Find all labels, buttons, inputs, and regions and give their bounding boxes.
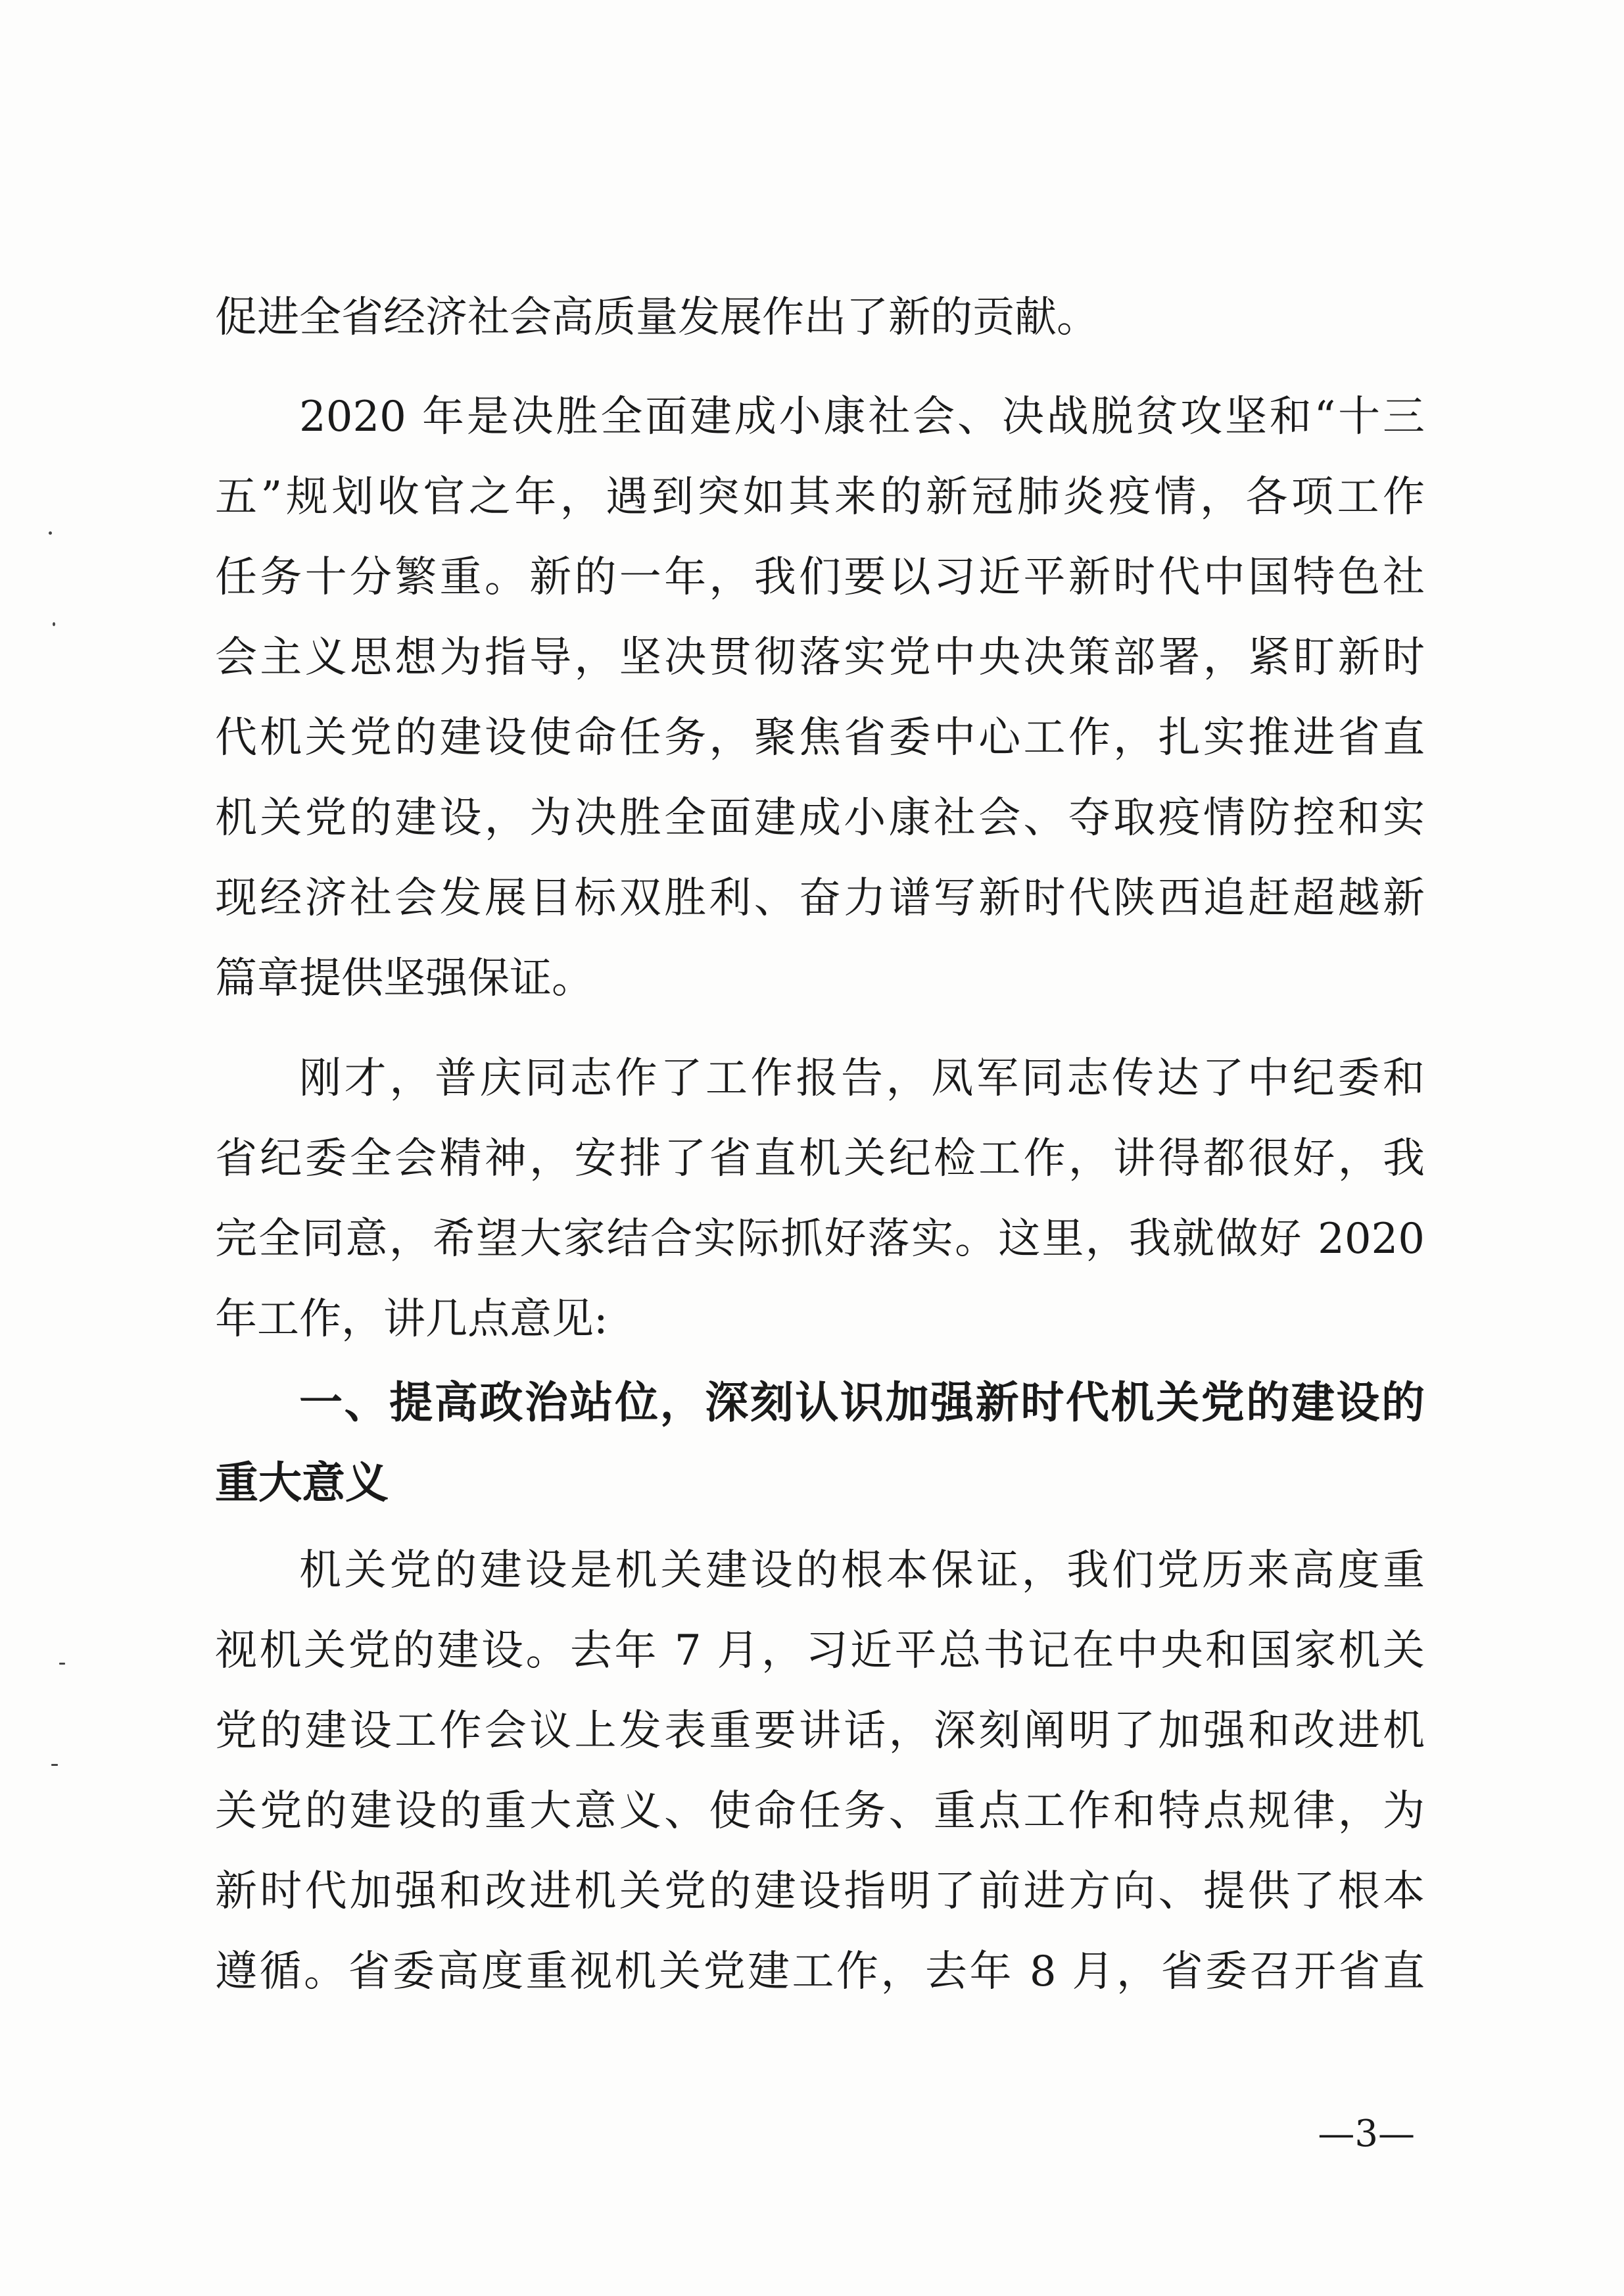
scan-speck <box>51 1764 58 1766</box>
scan-speck <box>49 531 52 535</box>
text-line: 2020 年是决胜全面建成小康社会、决战脱贫攻坚和“十三 <box>299 393 1425 441</box>
text-line: 会主义思想为指导，坚决贯彻落实党中央决策部署，紧盯新时 <box>215 633 1425 682</box>
text-line: 现经济社会发展目标双胜利、奋力谱写新时代陕西追赶超越新 <box>215 874 1425 923</box>
text-line: 党的建设工作会议上发表重要讲话，深刻阐明了加强和改进机 <box>215 1707 1425 1755</box>
text-line: 完全同意，希望大家结合实际抓好落实。这里，我就做好 2020 <box>215 1215 1425 1263</box>
text-line: 机关党的建设，为决胜全面建成小康社会、夺取疫情防控和实 <box>215 794 1425 843</box>
section-heading: 重大意义 <box>215 1457 389 1508</box>
text-line: 任务十分繁重。新的一年，我们要以习近平新时代中国特色社 <box>215 553 1425 602</box>
text-line: 代机关党的建设使命任务，聚焦省委中心工作，扎实推进省直 <box>215 714 1425 762</box>
page-number: —3— <box>1318 2113 1415 2155</box>
text-line: 遵循。省委高度重视机关党建工作，去年 8 月，省委召开省直 <box>215 1947 1425 1996</box>
scan-speck <box>53 622 55 626</box>
text-line: 新时代加强和改进机关党的建设指明了前进方向、提供了根本 <box>215 1867 1425 1916</box>
scan-speck <box>59 1663 65 1665</box>
text-line: 促进全省经济社会高质量发展作出了新的贡献。 <box>215 293 1099 342</box>
text-line: 篇章提供坚强保证。 <box>215 954 594 1003</box>
text-line: 刚才，普庆同志作了工作报告，凤军同志传达了中纪委和 <box>299 1054 1425 1103</box>
text-line: 视机关党的建设。去年 7 月，习近平总书记在中央和国家机关 <box>215 1626 1425 1675</box>
text-line: 关党的建设的重大意义、使命任务、重点工作和特点规律，为 <box>215 1787 1425 1836</box>
text-line: 省纪委全会精神，安排了省直机关纪检工作，讲得都很好，我 <box>215 1135 1425 1183</box>
section-heading: 一、提高政治站位，深刻认识加强新时代机关党的建设的 <box>299 1377 1425 1428</box>
text-line: 年工作，讲几点意见: <box>215 1295 608 1344</box>
text-line: 机关党的建设是机关建设的根本保证，我们党历来高度重 <box>299 1546 1425 1595</box>
text-line: 五”规划收官之年，遇到突如其来的新冠肺炎疫情，各项工作 <box>215 473 1425 522</box>
